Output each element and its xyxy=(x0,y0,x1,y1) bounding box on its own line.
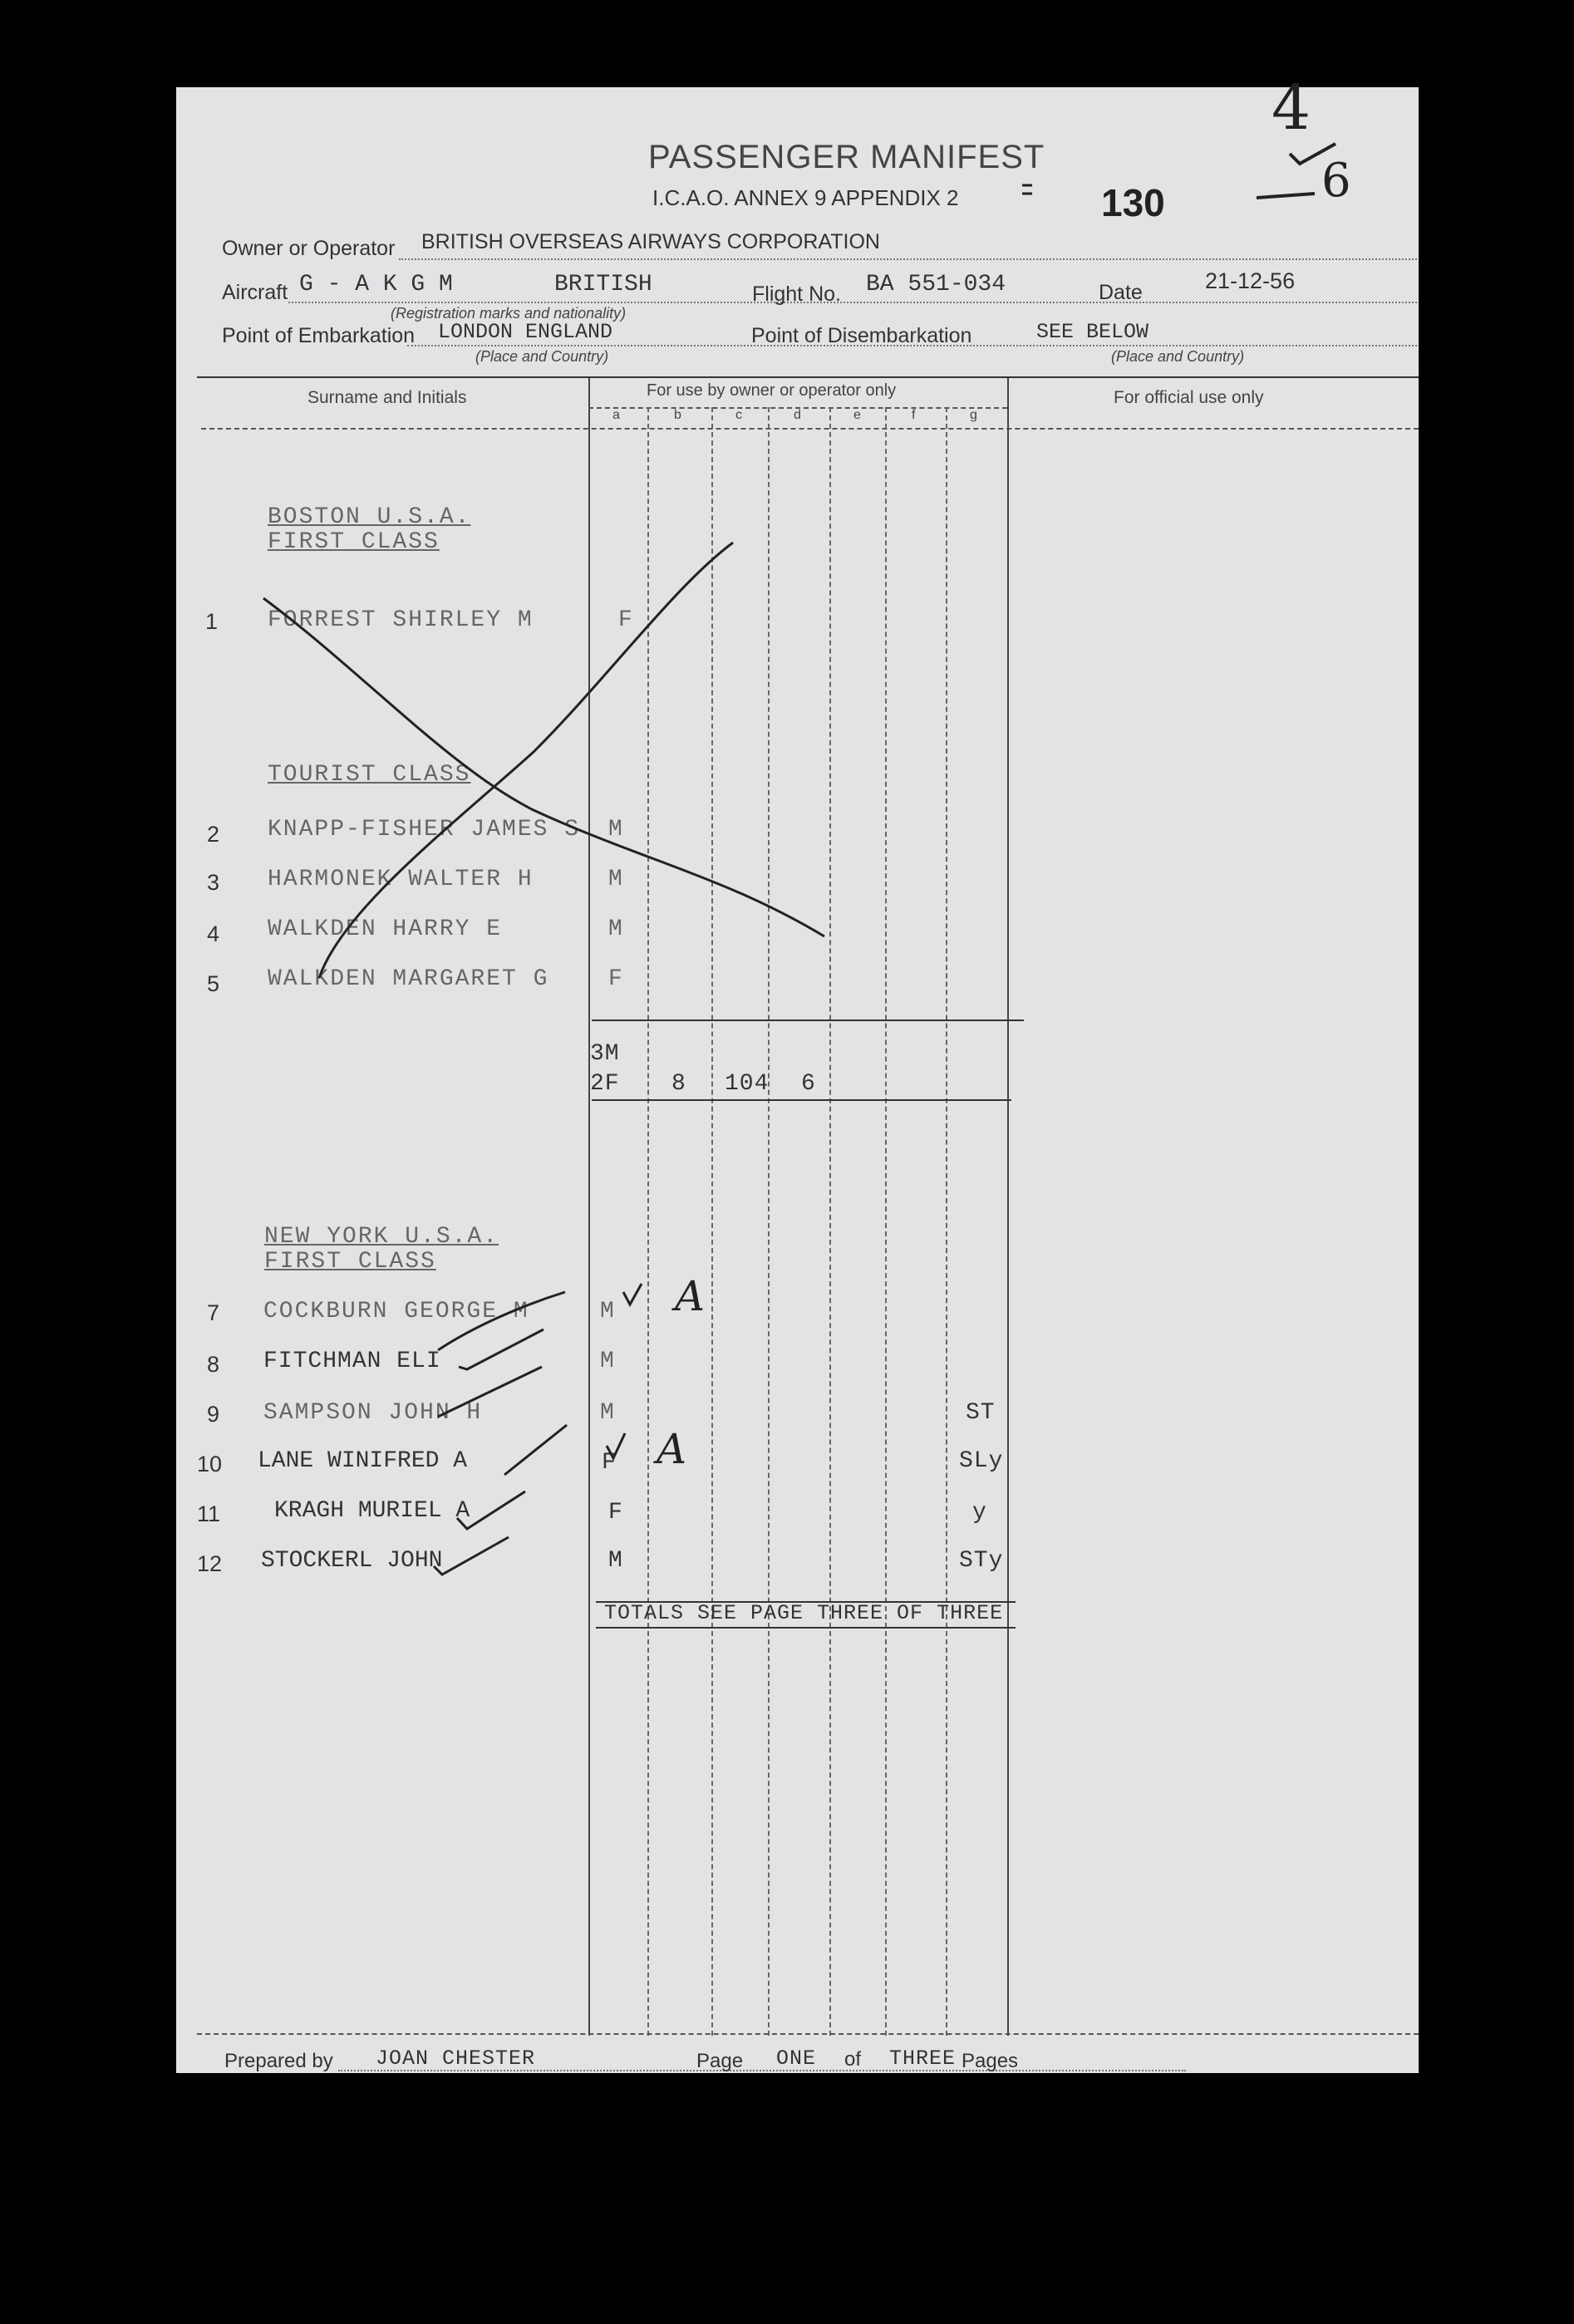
row-number-1: 1 xyxy=(205,609,219,634)
registration-note: (Registration marks and nationality) xyxy=(391,305,627,322)
manifest-sheet xyxy=(176,72,1419,2073)
passenger-sex-11: F xyxy=(608,1500,623,1526)
passenger-name-3: HARMONEK WALTER H xyxy=(268,867,534,892)
embarkation-label: Point of Embarkation xyxy=(222,324,416,347)
embarkation-note: (Place and Country) xyxy=(475,348,609,365)
subcolumn-b-label: b xyxy=(674,408,681,422)
disembarkation-note: (Place and Country) xyxy=(1111,348,1245,365)
row-number-7: 7 xyxy=(207,1300,220,1325)
page-label: Page xyxy=(696,2050,744,2072)
row-number-4: 4 xyxy=(207,921,220,946)
page-value: ONE xyxy=(776,2046,817,2071)
row-number-2: 2 xyxy=(207,822,220,847)
passenger-name-5: WALKDEN MARGARET G xyxy=(268,966,549,992)
section-tourist-class: TOURIST CLASS xyxy=(268,762,471,788)
embarkation-value: LONDON ENGLAND xyxy=(438,320,613,344)
subtotal-male-count: 3M xyxy=(590,1041,620,1067)
passenger-name-10: LANE WINIFRED A xyxy=(258,1448,468,1474)
passenger-official-11: y xyxy=(972,1500,987,1526)
passenger-name-7: COCKBURN GEORGE M xyxy=(263,1299,529,1324)
row-number-11: 11 xyxy=(197,1501,221,1526)
passenger-name-9: SAMPSON JOHN H xyxy=(263,1400,483,1426)
manifest-subtitle: I.C.A.O. ANNEX 9 APPENDIX 2 xyxy=(652,185,959,210)
passenger-sex-8: M xyxy=(600,1349,616,1374)
subcolumn-a-label: a xyxy=(612,408,620,422)
owner-label: Owner or Operator xyxy=(222,237,396,260)
passenger-sex-1: F xyxy=(618,607,634,633)
aircraft-label: Aircraft xyxy=(222,281,288,304)
of-value: THREE xyxy=(889,2046,957,2071)
subcolumn-d-label: d xyxy=(794,408,801,422)
passenger-name-2: KNAPP-FISHER JAMES S xyxy=(268,817,581,843)
passenger-sex-3: M xyxy=(608,867,624,892)
passenger-name-8: FITCHMAN ELI xyxy=(263,1349,441,1374)
passenger-name-12: STOCKERL JOHN xyxy=(261,1548,443,1574)
subcolumn-g-label: g xyxy=(970,408,977,422)
totals-note: TOTALS SEE PAGE THREE OF THREE xyxy=(604,1601,1004,1625)
flight-number: BA 551-034 xyxy=(866,272,1006,297)
disembarkation-label: Point of Disembarkation xyxy=(751,324,972,347)
aircraft-nationality: BRITISH xyxy=(554,272,652,297)
section-new-york: NEW YORK U.S.A. xyxy=(264,1224,499,1250)
of-label: of xyxy=(844,2048,862,2071)
surname-column-header: Surname and Initials xyxy=(307,388,467,407)
passenger-official-10: SLy xyxy=(959,1448,1004,1474)
handwritten-fraction-bottom: 6 xyxy=(1321,154,1351,208)
passenger-sex-10: F xyxy=(602,1450,617,1476)
passenger-official-12: STy xyxy=(959,1548,1004,1574)
passenger-sex-7: M xyxy=(600,1299,616,1324)
passenger-sex-2: M xyxy=(608,817,624,843)
subtotal-female-count: 2F xyxy=(590,1071,620,1097)
row-number-8: 8 xyxy=(207,1352,220,1377)
date-value: 21-12-56 xyxy=(1205,268,1296,293)
prepared-by-value: JOAN CHESTER xyxy=(376,2046,536,2071)
section-boston: BOSTON U.S.A. xyxy=(268,504,471,530)
section-boston-first-class: FIRST CLASS xyxy=(268,529,440,555)
subtotal-col-d: 6 xyxy=(801,1071,816,1097)
row-number-10: 10 xyxy=(197,1452,223,1476)
subcolumn-f-label: f xyxy=(912,408,916,422)
subcolumn-e-label: e xyxy=(853,408,861,422)
passenger-sex-5: F xyxy=(608,966,624,992)
flight-label: Flight No. xyxy=(752,283,841,306)
row-number-12: 12 xyxy=(197,1551,223,1576)
subcolumn-c-label: c xyxy=(735,408,742,422)
handwritten-strike-marks xyxy=(176,87,1419,2073)
passenger-official-9: ST xyxy=(966,1400,996,1426)
manifest-title: PASSENGER MANIFEST xyxy=(648,139,1045,175)
prepared-by-label: Prepared by xyxy=(224,2050,333,2072)
page-stamp-number: 130 xyxy=(1101,181,1165,224)
subtotal-col-b: 8 xyxy=(671,1071,686,1097)
passenger-mark-7: A xyxy=(675,1272,706,1320)
pages-label: Pages xyxy=(962,2050,1019,2072)
passenger-name-1: FORREST SHIRLEY M xyxy=(268,607,534,633)
owner-value: BRITISH OVERSEAS AIRWAYS CORPORATION xyxy=(421,230,880,253)
row-number-3: 3 xyxy=(207,870,220,895)
passenger-sex-4: M xyxy=(608,916,624,942)
row-number-9: 9 xyxy=(207,1402,220,1427)
date-label: Date xyxy=(1099,281,1143,304)
section-new-york-first-class: FIRST CLASS xyxy=(264,1249,436,1275)
row-number-5: 5 xyxy=(207,971,220,996)
disembarkation-value: SEE BELOW xyxy=(1036,320,1149,344)
handwritten-fraction-top: 4 xyxy=(1271,72,1311,144)
official-use-column-header: For official use only xyxy=(1114,388,1264,407)
passenger-name-4: WALKDEN HARRY E xyxy=(268,916,503,942)
passenger-sex-9: M xyxy=(600,1400,616,1426)
passenger-mark-10: A xyxy=(657,1425,687,1473)
owner-use-column-header: For use by owner or operator only xyxy=(647,381,897,400)
aircraft-registration: G - A K G M xyxy=(299,272,453,297)
passenger-name-11: KRAGH MURIEL A xyxy=(274,1498,470,1524)
passenger-sex-12: M xyxy=(608,1548,623,1574)
subtotal-col-c: 104 xyxy=(725,1071,770,1097)
